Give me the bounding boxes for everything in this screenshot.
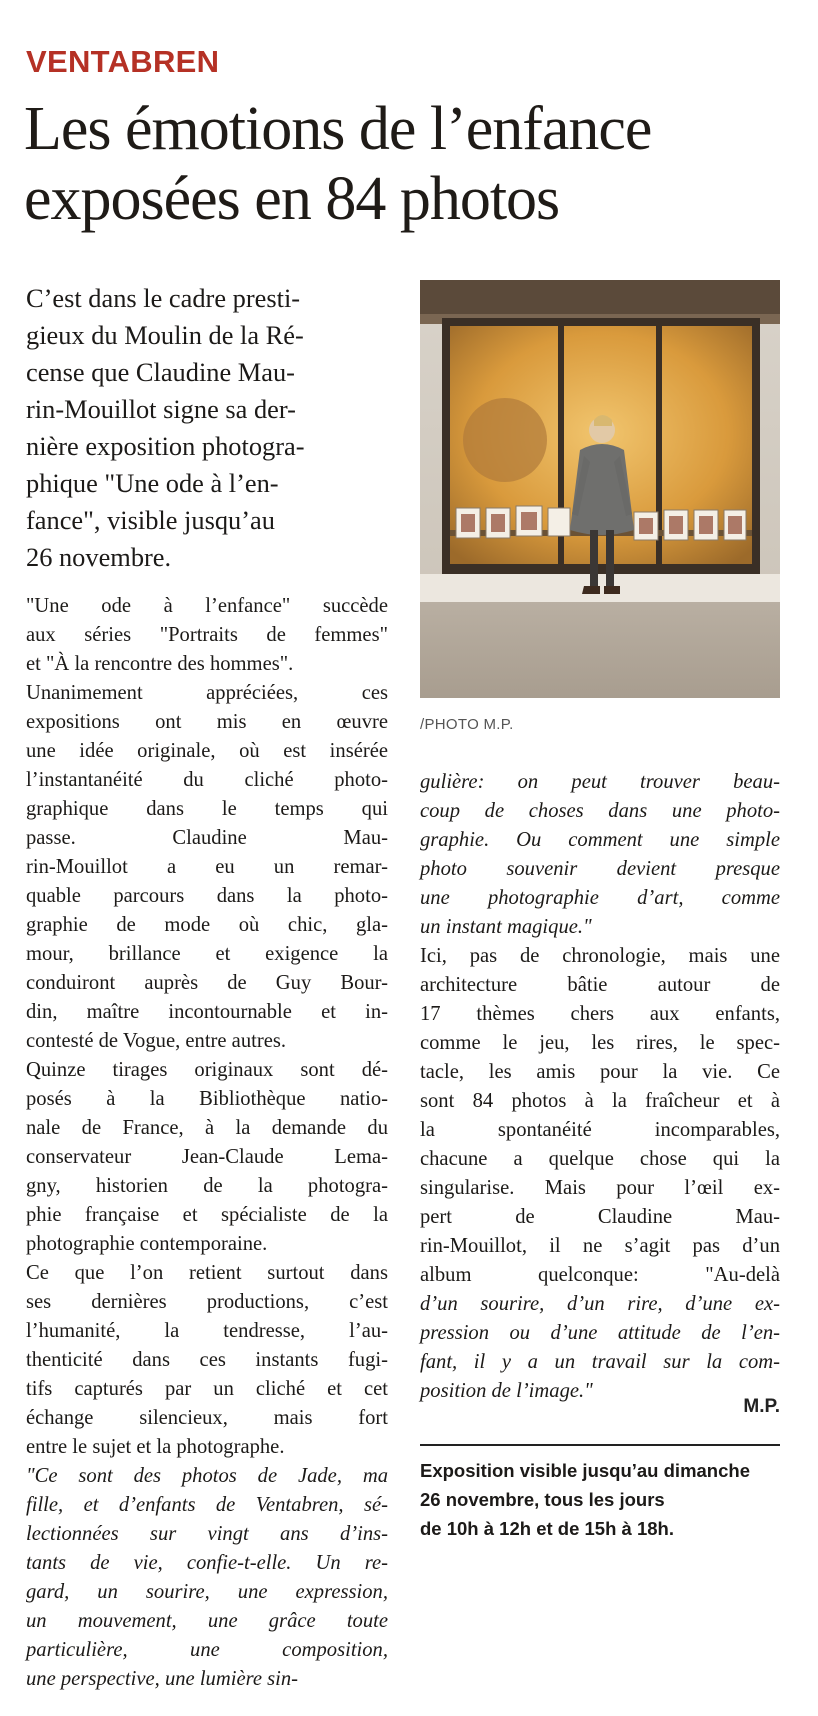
lede-line: 26 novembre. — [26, 542, 172, 572]
body-text-line: et "À la rencontre des hommes". — [26, 653, 294, 675]
body-text-line: graphie. Ou comment une simple — [420, 829, 780, 851]
body-text-line: gny, historien de la photogra- — [26, 1175, 388, 1197]
body-text-line: une perspective, une lumière sin- — [26, 1668, 299, 1690]
body-text-line: photo souvenir devient presque — [420, 858, 780, 880]
body-text-line: architecture bâtie autour de — [420, 974, 780, 996]
info-line: de 10h à 12h et de 15h à 18h. — [420, 1518, 674, 1539]
body-text-line: singularise. Mais pour l’œil ex- — [420, 1177, 780, 1199]
lede-line: C’est dans le cadre presti- — [26, 283, 301, 313]
lede-line: phique "Une ode à l’en- — [26, 468, 279, 498]
body-text-line: gulière: on peut trouver beau- — [420, 771, 780, 793]
photo-caption: /PHOTO M.P. — [420, 716, 514, 733]
body-text-line: quable parcours dans la photo- — [26, 885, 388, 907]
exhibition-photo — [420, 280, 780, 698]
body-text-line: Ce que l’on retient surtout dans — [26, 1262, 388, 1284]
info-divider — [420, 1444, 780, 1446]
body-text-line: coup de choses dans une photo- — [420, 800, 780, 822]
body-text-line: graphique dans le temps qui — [26, 798, 388, 820]
body-text-line: posés à la Bibliothèque natio- — [26, 1088, 388, 1110]
body-text-line: din, maître incontournable et in- — [26, 1001, 388, 1023]
body-text-line: rin-Mouillot a eu un remar- — [26, 856, 388, 878]
body-text-line: un mouvement, une grâce toute — [26, 1610, 388, 1632]
body-text-line: gard, un sourire, une expression, — [26, 1581, 388, 1603]
info-line: Exposition visible jusqu’au dimanche — [420, 1460, 750, 1481]
lede-paragraph — [26, 280, 371, 576]
body-text-line: sont 84 photos à la fraîcheur et à — [420, 1090, 780, 1112]
body-text-line: l’humanité, la tendresse, l’au- — [26, 1320, 388, 1342]
body-text-line: ses dernières productions, c’est — [26, 1291, 388, 1313]
body-text-line: tifs capturés par un cliché et cet — [26, 1378, 388, 1400]
lede-line: rin-Mouillot signe sa der- — [26, 394, 296, 424]
body-text-line: lectionnées sur vingt ans d’ins- — [26, 1523, 388, 1545]
body-text-line: mour, brillance et exigence la — [26, 943, 388, 965]
photo-image — [420, 280, 780, 698]
lede-line: gieux du Moulin de la Ré- — [26, 320, 304, 350]
exhibition-info-box — [420, 1456, 780, 1543]
lede-line: nière exposition photogra- — [26, 431, 305, 461]
body-text-line: 17 thèmes chers aux enfants, — [420, 1003, 780, 1025]
body-text-line: la spontanéité incomparables, — [420, 1119, 780, 1141]
body-text-line: conservateur Jean-Claude Lema- — [26, 1146, 388, 1168]
lede-line: fance", visible jusqu’au — [26, 505, 275, 535]
body-text-line: d’un sourire, d’un rire, d’une ex- — [420, 1293, 780, 1315]
body-text-line: l’instantanéité du cliché photo- — [26, 769, 388, 791]
body-text-line: une idée originale, où est insérée — [26, 740, 388, 762]
body-text-line: expositions ont mis en œuvre — [26, 711, 388, 733]
body-text-line: une photographie d’art, comme — [420, 887, 780, 909]
body-text-line: entre le sujet et la photographe. — [26, 1436, 285, 1458]
body-text-line: fille, et d’enfants de Ventabren, sé- — [26, 1494, 388, 1516]
body-text-line: particulière, une composition, — [26, 1639, 388, 1661]
body-text-line: "Une ode à l’enfance" succède — [26, 595, 388, 617]
body-text-line: photographie contemporaine. — [26, 1233, 268, 1255]
body-text-line: pert de Claudine Mau- — [420, 1206, 780, 1228]
body-text-line: conduiront auprès de Guy Bour- — [26, 972, 388, 994]
location-kicker: VENTABREN — [26, 44, 220, 79]
body-text-line: thenticité dans ces instants fugi- — [26, 1349, 388, 1371]
lede-line: cense que Claudine Mau- — [26, 357, 295, 387]
body-text-line: aux séries "Portraits de femmes" — [26, 624, 388, 646]
body-text-line: rin-Mouillot, il ne s’agit pas d’un — [420, 1235, 780, 1257]
body-text-line: contesté de Vogue, entre autres. — [26, 1030, 287, 1052]
body-text-line: tacle, les amis pour la vie. Ce — [420, 1061, 780, 1083]
body-text-line: "Ce sont des photos de Jade, ma — [26, 1465, 388, 1487]
body-text-line: pression ou d’une attitude de l’en- — [420, 1322, 780, 1344]
body-text-line: Quinze tirages originaux sont dé- — [26, 1059, 388, 1081]
body-text-line: phie française et spécialiste de la — [26, 1204, 388, 1226]
right-column — [420, 768, 780, 1406]
headline: Les émotions de l’enfance exposées en 84 photos — [24, 95, 652, 233]
body-text-line: nale de France, à la demande du — [26, 1117, 388, 1139]
body-text-line: Unanimement appréciées, ces — [26, 682, 388, 704]
body-text-line: tants de vie, confie-t-elle. Un re- — [26, 1552, 388, 1574]
body-text-line: album quelconque: "Au-delà — [420, 1264, 780, 1286]
body-text-line: un instant magique." — [420, 916, 592, 938]
body-text-line: chacune a quelque chose qui la — [420, 1148, 780, 1170]
info-line: 26 novembre, tous les jours — [420, 1489, 665, 1510]
body-text-line: graphie de mode où chic, gla- — [26, 914, 388, 936]
author-signature: M.P. — [743, 1396, 780, 1417]
body-text-line: échange silencieux, mais fort — [26, 1407, 388, 1429]
left-column — [26, 592, 388, 1694]
body-text-line: fant, il y a un travail sur la com- — [420, 1351, 780, 1373]
body-text-line: passe. Claudine Mau- — [26, 827, 388, 849]
body-text-line: position de l’image." — [420, 1380, 593, 1402]
body-text-line: comme le jeu, les rires, le spec- — [420, 1032, 780, 1054]
body-text-line: Ici, pas de chronologie, mais une — [420, 945, 780, 967]
